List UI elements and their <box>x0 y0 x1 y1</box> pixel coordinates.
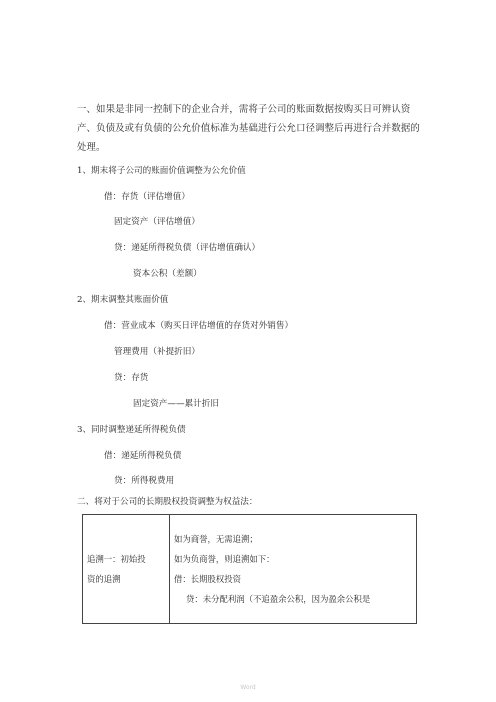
section-2-line-2: 管理费用（补提折旧） <box>114 347 200 357</box>
section-1-line-2: 固定资产（评估增值） <box>114 217 200 227</box>
table-content-line-3: 借：长期股权投资 <box>174 574 241 584</box>
section-2-line-3: 贷：存货 <box>114 373 149 383</box>
table-row <box>83 515 417 624</box>
section-1-line-4: 资本公积（差额） <box>133 269 202 279</box>
table-label-line-1: 追溯一：初始投 <box>87 554 146 564</box>
section-2-heading: 2、期末调整其账面价值 <box>77 295 169 305</box>
part-2-heading: 二、将对于公司的长期股权投资调整为权益法： <box>77 497 258 507</box>
table-label-line-2: 资的追溯 <box>87 574 121 584</box>
table-content-line-4: 贷：未分配利润（不追盈余公积，因为盈余公积是 <box>186 594 371 604</box>
section-1-line-1: 借：存货（评估增值） <box>104 192 190 202</box>
table-cell-label <box>83 515 170 624</box>
section-3-line-2: 贷：所得税费用 <box>114 476 175 486</box>
table-content-line-1: 如为商誉，无需追溯； <box>174 534 258 544</box>
section-3-line-1: 借：递延所得税负债 <box>104 451 182 461</box>
section-2-line-1: 借：营业成本（购买日评估增值的存货对外销售） <box>104 321 294 331</box>
section-2-line-4: 固定资产——累计折旧 <box>133 399 219 409</box>
page-footer: Word <box>240 684 256 691</box>
section-3-heading: 3、同时调整递延所得税负债 <box>77 425 186 435</box>
table-content-line-2: 如为负商誉，则追溯如下： <box>174 554 275 564</box>
section-1-line-3: 贷：递延所得税负债（评估增值确认） <box>114 243 261 253</box>
equity-method-table <box>82 514 417 624</box>
intro-paragraph: 一、如果是非同一控制下的企业合并，需将子公司的账面数据按购买日可辨认资产、负债及或有负债的公允价值标准为基础进行公允口径调整后再进行合并数据的处理。 <box>77 104 420 153</box>
section-1-heading: 1、期末将子公司的账面价值调整为公允价值 <box>77 166 246 176</box>
table-cell-content <box>170 515 417 624</box>
